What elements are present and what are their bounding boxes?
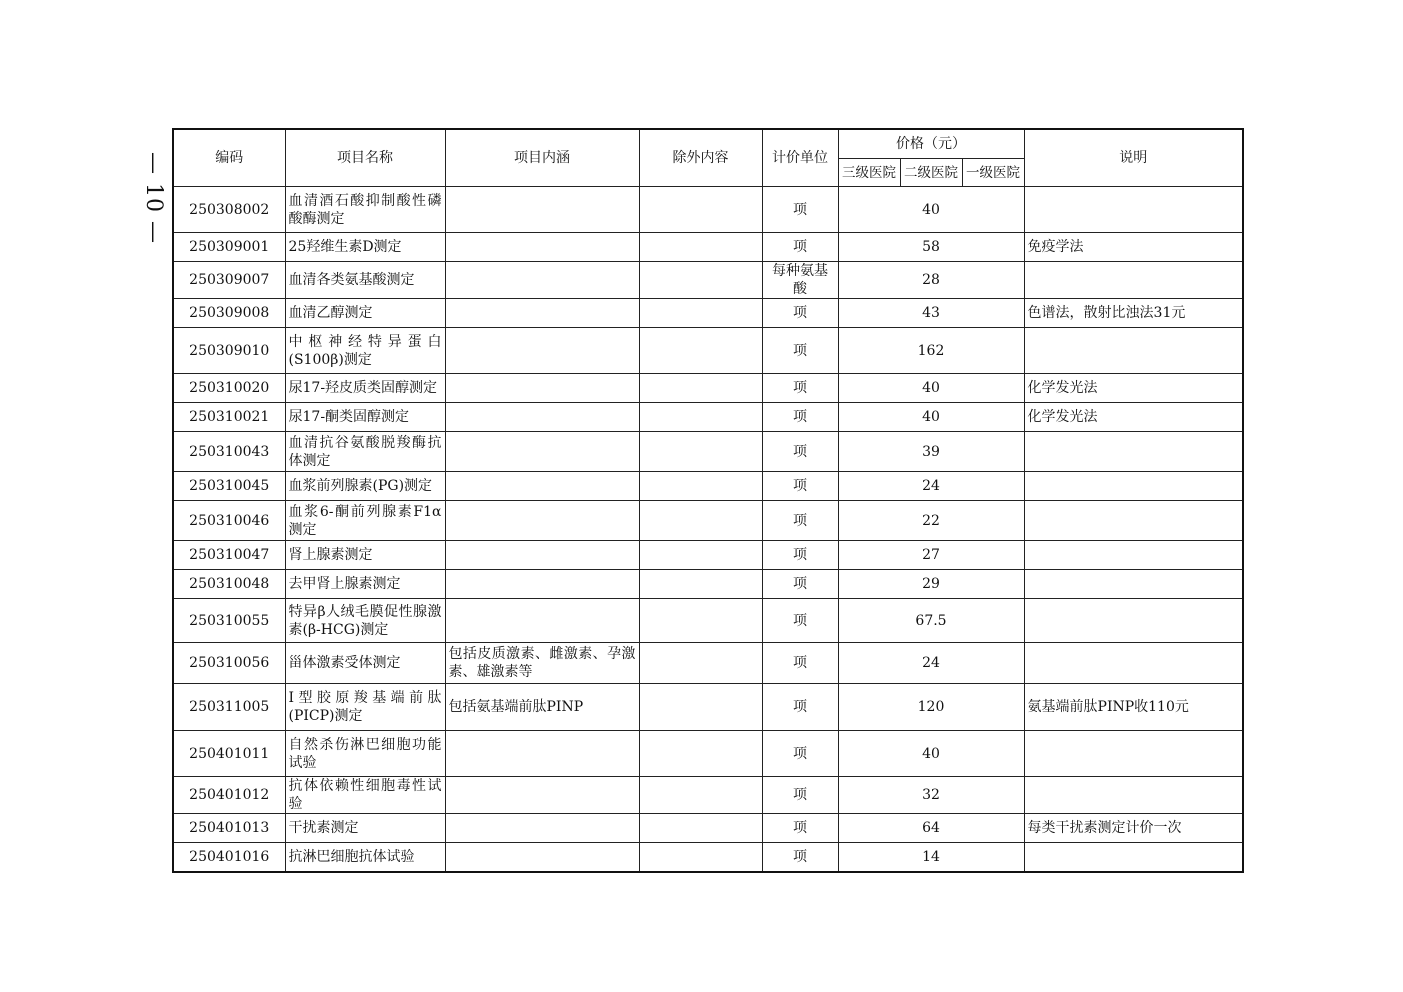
- row-unit: 项: [762, 403, 838, 432]
- row-price: 28: [838, 262, 1024, 299]
- row-note: 化学发光法: [1024, 374, 1243, 403]
- row-exclude: [639, 432, 762, 472]
- table-row: [173, 541, 1243, 570]
- row-unit: 项: [762, 570, 838, 599]
- row-code: 250401012: [173, 777, 285, 814]
- row-note: 每类干扰素测定计价一次: [1024, 814, 1243, 843]
- row-item-name: 血清乙醇测定: [285, 299, 445, 328]
- row-code: 250310055: [173, 599, 285, 643]
- header-unit: 计价单位: [762, 129, 838, 187]
- row-unit: 项: [762, 684, 838, 731]
- row-exclude: [639, 299, 762, 328]
- row-exclude: [639, 541, 762, 570]
- row-note: [1024, 328, 1243, 374]
- row-item-name: 血清各类氨基酸测定: [285, 262, 445, 299]
- row-content: [445, 472, 639, 501]
- row-unit: 项: [762, 233, 838, 262]
- table-row: [173, 472, 1243, 501]
- row-price: 64: [838, 814, 1024, 843]
- row-item-name: 25羟维生素D测定: [285, 233, 445, 262]
- header-exclude: 除外内容: [639, 129, 762, 187]
- row-unit: 项: [762, 299, 838, 328]
- row-exclude: [639, 233, 762, 262]
- row-content: [445, 777, 639, 814]
- table-row: [173, 731, 1243, 777]
- row-exclude: [639, 643, 762, 684]
- row-exclude: [639, 731, 762, 777]
- row-price: 24: [838, 472, 1024, 501]
- row-note: [1024, 262, 1243, 299]
- row-item-name: 肾上腺素测定: [285, 541, 445, 570]
- table-row: [173, 501, 1243, 541]
- row-price: 120: [838, 684, 1024, 731]
- row-content: [445, 843, 639, 872]
- table-row: [173, 684, 1243, 731]
- page-number: — 10 —: [141, 152, 166, 244]
- row-code: 250310021: [173, 403, 285, 432]
- row-item-name: 尿17-羟皮质类固醇测定: [285, 374, 445, 403]
- header-note: 说明: [1024, 129, 1243, 187]
- row-item-name: 血浆6-酮前列腺素F1α测定: [285, 501, 445, 541]
- row-code: 250401016: [173, 843, 285, 872]
- row-unit: 项: [762, 599, 838, 643]
- row-price: 14: [838, 843, 1024, 872]
- row-code: 250311005: [173, 684, 285, 731]
- row-item-name: 干扰素测定: [285, 814, 445, 843]
- row-code: 250310048: [173, 570, 285, 599]
- row-exclude: [639, 684, 762, 731]
- table-row: [173, 432, 1243, 472]
- row-price: 43: [838, 299, 1024, 328]
- row-exclude: [639, 843, 762, 872]
- header-name: 项目名称: [285, 129, 445, 187]
- row-price: 29: [838, 570, 1024, 599]
- header-tier1: 一级医院: [962, 159, 1024, 187]
- row-unit: 项: [762, 472, 838, 501]
- row-unit: 项: [762, 374, 838, 403]
- row-exclude: [639, 599, 762, 643]
- row-content: [445, 403, 639, 432]
- row-unit: 每种氨基酸: [762, 262, 838, 299]
- row-content: [445, 541, 639, 570]
- row-item-name: 抗淋巴细胞抗体试验: [285, 843, 445, 872]
- row-content: [445, 187, 639, 233]
- row-note: [1024, 472, 1243, 501]
- row-note: 色谱法，散射比浊法31元: [1024, 299, 1243, 328]
- row-code: 250401011: [173, 731, 285, 777]
- row-price: 67.5: [838, 599, 1024, 643]
- row-exclude: [639, 501, 762, 541]
- row-code: 250308002: [173, 187, 285, 233]
- row-price: 22: [838, 501, 1024, 541]
- table-body: [173, 187, 1243, 872]
- row-item-name: 自然杀伤淋巴细胞功能试验: [285, 731, 445, 777]
- table-row: [173, 328, 1243, 374]
- row-note: [1024, 501, 1243, 541]
- row-price: 27: [838, 541, 1024, 570]
- row-note: 化学发光法: [1024, 403, 1243, 432]
- row-content: [445, 814, 639, 843]
- row-content: [445, 501, 639, 541]
- row-unit: 项: [762, 643, 838, 684]
- table-row: [173, 299, 1243, 328]
- row-note: [1024, 187, 1243, 233]
- row-note: [1024, 570, 1243, 599]
- row-content: [445, 570, 639, 599]
- row-item-name: 血浆前列腺素(PG)测定: [285, 472, 445, 501]
- row-code: 250310043: [173, 432, 285, 472]
- row-price: 32: [838, 777, 1024, 814]
- row-price: 162: [838, 328, 1024, 374]
- row-code: 250309001: [173, 233, 285, 262]
- row-item-name: 血清抗谷氨酸脱羧酶抗体测定: [285, 432, 445, 472]
- row-unit: 项: [762, 843, 838, 872]
- row-price: 40: [838, 403, 1024, 432]
- row-unit: 项: [762, 541, 838, 570]
- row-unit: 项: [762, 328, 838, 374]
- row-item-name: 中枢神经特异蛋白(S100β)测定: [285, 328, 445, 374]
- table-row: [173, 777, 1243, 814]
- row-price: 40: [838, 374, 1024, 403]
- row-unit: 项: [762, 187, 838, 233]
- row-unit: 项: [762, 501, 838, 541]
- row-content: [445, 599, 639, 643]
- header-code: 编码: [173, 129, 285, 187]
- table-row: [173, 403, 1243, 432]
- row-exclude: [639, 403, 762, 432]
- table-row: [173, 570, 1243, 599]
- row-unit: 项: [762, 432, 838, 472]
- row-content: [445, 299, 639, 328]
- row-item-name: 抗体依赖性细胞毒性试验: [285, 777, 445, 814]
- row-note: [1024, 731, 1243, 777]
- row-content: 包括皮质激素、雌激素、孕激素、雄激素等: [445, 643, 639, 684]
- row-content: [445, 374, 639, 403]
- row-content: [445, 731, 639, 777]
- row-code: 250310056: [173, 643, 285, 684]
- row-unit: 项: [762, 731, 838, 777]
- row-note: [1024, 599, 1243, 643]
- row-note: [1024, 843, 1243, 872]
- row-code: 250309010: [173, 328, 285, 374]
- price-table: [172, 128, 1244, 873]
- row-note: [1024, 432, 1243, 472]
- row-content: 包括氨基端前肽PINP: [445, 684, 639, 731]
- table-row: [173, 843, 1243, 872]
- row-exclude: [639, 328, 762, 374]
- row-code: 250310047: [173, 541, 285, 570]
- row-item-name: 尿17-酮类固醇测定: [285, 403, 445, 432]
- row-code: 250309008: [173, 299, 285, 328]
- row-code: 250310046: [173, 501, 285, 541]
- row-code: 250309007: [173, 262, 285, 299]
- row-exclude: [639, 374, 762, 403]
- row-unit: 项: [762, 777, 838, 814]
- row-content: [445, 432, 639, 472]
- row-exclude: [639, 472, 762, 501]
- row-content: [445, 233, 639, 262]
- row-unit: 项: [762, 814, 838, 843]
- row-price: 39: [838, 432, 1024, 472]
- header-tier2: 二级医院: [900, 159, 962, 187]
- table-row: [173, 233, 1243, 262]
- row-item-name: 去甲肾上腺素测定: [285, 570, 445, 599]
- row-price: 40: [838, 187, 1024, 233]
- row-item-name: Ⅰ型胶原羧基端前肽(PICP)测定: [285, 684, 445, 731]
- row-item-name: 血清酒石酸抑制酸性磷酸酶测定: [285, 187, 445, 233]
- row-note: 氨基端前肽PINP收110元: [1024, 684, 1243, 731]
- table-row: [173, 187, 1243, 233]
- table-row: [173, 599, 1243, 643]
- row-exclude: [639, 777, 762, 814]
- header-content: 项目内涵: [445, 129, 639, 187]
- row-exclude: [639, 570, 762, 599]
- row-note: [1024, 643, 1243, 684]
- row-price: 58: [838, 233, 1024, 262]
- row-content: [445, 328, 639, 374]
- table-row: [173, 643, 1243, 684]
- row-note: [1024, 541, 1243, 570]
- row-exclude: [639, 187, 762, 233]
- row-price: 40: [838, 731, 1024, 777]
- table-row: [173, 814, 1243, 843]
- row-item-name: 特异β人绒毛膜促性腺激素(β-HCG)测定: [285, 599, 445, 643]
- table-row: [173, 262, 1243, 299]
- row-exclude: [639, 814, 762, 843]
- row-content: [445, 262, 639, 299]
- row-code: 250310020: [173, 374, 285, 403]
- header-tier3: 三级医院: [838, 159, 900, 187]
- row-item-name: 甾体激素受体测定: [285, 643, 445, 684]
- row-exclude: [639, 262, 762, 299]
- table-row: [173, 374, 1243, 403]
- row-note: [1024, 777, 1243, 814]
- row-code: 250310045: [173, 472, 285, 501]
- row-note: 免疫学法: [1024, 233, 1243, 262]
- header-price-group: 价格（元）: [838, 129, 1024, 159]
- row-code: 250401013: [173, 814, 285, 843]
- row-price: 24: [838, 643, 1024, 684]
